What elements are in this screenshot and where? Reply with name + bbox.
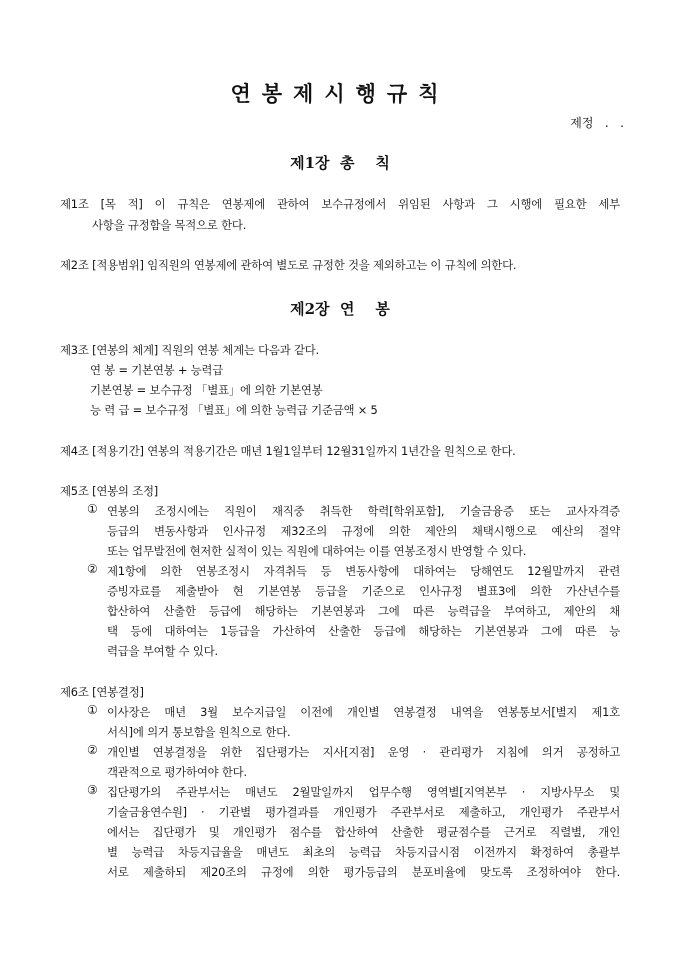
article-3-row-salary: 연 봉 = 기본연봉 + 능력급 [90, 363, 224, 377]
article-5-para-1-line: 등급의 변동사항과 인사규정 제32조의 규정에 의한 제안의 채택시행으로 예산의 절약 [107, 524, 620, 538]
article-5-para-2-line: 택 등에 대하여는 1등급을 가산하여 산출한 등급에 해당하는 기본연봉과 그에 따른 능 [107, 624, 620, 638]
article-5-para-2-mark: ② [87, 562, 98, 576]
article-6-para-1-line: 서식]에 의거 통보함을 원칙으로 한다. [107, 725, 291, 739]
article-6-para-3-line: 집단평가의 주관부서는 매년도 2월말일까지 업무수행 영역별[지역본부 · 지방사무소 및 [107, 785, 620, 799]
article-3-row-base: 기본연봉 = 보수규정 「별표」에 의한 기본연봉 [90, 383, 323, 397]
article-6-para-1-mark: ① [87, 703, 98, 717]
chapter-2-heading: 제2장 연 봉 [290, 300, 390, 318]
article-5-para-1-line: 또는 업무발전에 현저한 실적이 있는 직원에 대하여는 이를 연봉조정시 반영할 수 있다. [107, 544, 527, 558]
document-title: 연봉제시행규칙 [230, 81, 450, 106]
article-6-para-1-line: 이사장은 매년 3월 보수지급일 이전에 개인별 연봉결정 내역을 연봉통보서[별지 제1호 [107, 705, 620, 719]
article-6-para-2-line: 객관적으로 평가하여야 한다. [107, 765, 247, 779]
article-3-row-ability: 능 력 급 = 보수규정 「별표」에 의한 능력급 기준금액 × 5 [90, 403, 378, 417]
article-5-para-1-line: 연봉의 조정시에는 직원이 재직중 취득한 학력[학위포함], 기술금융증 또는 교사자격증 [107, 504, 620, 518]
article-5-para-2-line: 력급을 부여할 수 있다. [107, 644, 218, 658]
article-6-para-2-mark: ② [87, 743, 98, 757]
article-5-para-1-mark: ① [87, 502, 98, 516]
article-6-heading: 제6조 [연봉결정] [60, 685, 144, 699]
article-2: 제2조 [적용범위] 임직원의 연봉제에 관하여 별도로 규정한 것을 제외하고는 이 규칙에 의한다. [60, 258, 517, 272]
article-6-para-3-mark: ③ [87, 783, 98, 797]
article-1-line-2: 사항을 규정함을 목적으로 한다. [92, 218, 247, 232]
article-4: 제4조 [적용기간] 연봉의 적용기간은 매년 1월1일부터 12월31일까지 1년간을 원칙으로 한다. [60, 444, 516, 458]
article-5-para-2-line: 증빙자료를 제출받아 현 기본연봉 등급을 기준으로 인사규정 별표3에 의한 가산년수를 [107, 584, 620, 598]
article-6-para-3-line: 기술금융연수원] · 기관별 평가결과를 개인평가 주관부서로 제출하고, 개인평가 주관부서 [107, 805, 620, 819]
chapter-1-heading: 제1장 총 칙 [290, 154, 390, 172]
article-3-heading: 제3조 [연봉의 체계] 직원의 연봉 체계는 다음과 같다. [60, 343, 319, 357]
article-6-para-2-line: 개인별 연봉결정을 위한 집단평가는 지사[지점] 운영 · 관리평가 지침에 의거 공정하고 [107, 745, 620, 759]
article-6-para-3-line: 에서는 집단평가 및 개인평가 점수를 합산하여 산출한 평균점수를 근거로 직렬별, 개인 [107, 825, 620, 839]
article-5-para-2-line: 제1항에 의한 연봉조정시 자격취득 등 변동사항에 대하여는 당해연도 12월말까지 관련 [107, 564, 620, 578]
article-5-para-2-line: 합산하여 산출한 등급에 해당하는 기본연봉과 그에 따른 능력급을 부여하고, 제안의 채 [107, 604, 620, 618]
article-6-para-3-line: 별 능력급 차등지급율을 매년도 최초의 능력급 차등지급시점 이전까지 확정하여 총괄부 [107, 845, 620, 859]
article-5-heading: 제5조 [연봉의 조정] [60, 484, 159, 498]
enactment-date: 제정 . . [570, 116, 624, 130]
article-6-para-3-line: 서로 제출하되 제20조의 규정에 의한 평가등급의 분포비율에 맞도록 조정하여야 한다. [107, 865, 620, 879]
article-1-line-1: 제1조 [목 적] 이 규칙은 연봉제에 관하여 보수규정에서 위임된 사항과 그 시행에 필요한 세부 [60, 197, 620, 211]
